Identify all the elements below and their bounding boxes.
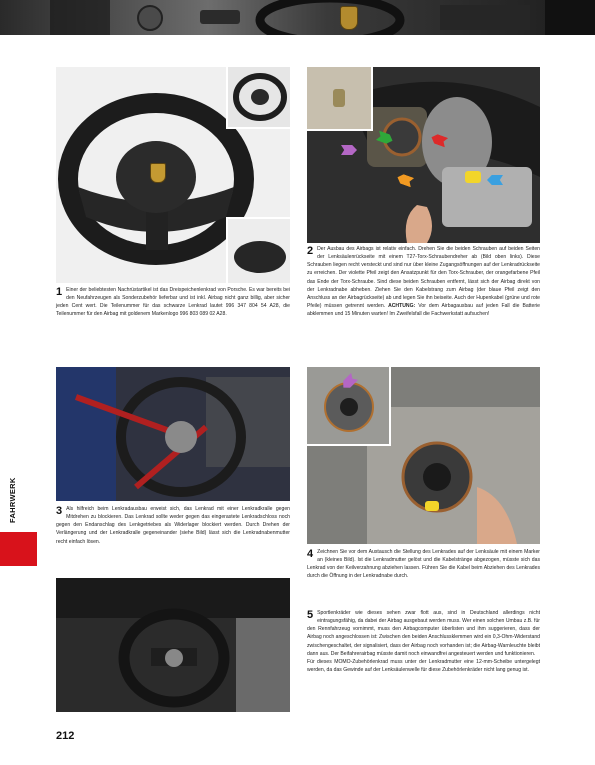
caption-number: 4 (307, 548, 314, 560)
inset-airbag (226, 217, 290, 283)
photo-wheel-removal (307, 367, 540, 544)
caption-2 (307, 245, 540, 318)
caption-text-2: Für dieses MOMO-Zubehörlenkrad muss unter der Lenkradmutter eine 12-mm-Scheibe untergelegt werden, da das Gewinde auf der Lenksäulenwelle für diese Zubehörlenkräder nicht lang genug ist. (307, 658, 540, 674)
caption-text: Einer der beliebtesten Nachrüstartikel ist das Dreispeichenlenkrad von Porsche. Es war bereits bei den Neufahrzeugen als Sonderzubehör lieferbar und ist inkl. Airbag nicht ganz billig, aber sicher jeden Cent wert. Die Teilenummer für das schwarze Lenkrad lautet 996 347 804 54 A28, die Teilenummer für den Airbag mit goldenem Markenlogo 996 803 089 02 A28. (56, 287, 290, 318)
yellow-connector (425, 501, 439, 511)
section-color-tab (0, 532, 37, 566)
photo-steering-wheel (56, 67, 290, 283)
inset-torx-screw (307, 67, 373, 131)
section-label: FAHRWERK (8, 477, 17, 523)
caption-number: 3 (56, 505, 63, 517)
top-banner-photo (0, 0, 595, 35)
yellow-connector (465, 171, 481, 183)
caption-5 (307, 609, 540, 674)
caption-text: Als hilfreich beim Lenkradausbau erweist sich, das Lenkrad mit einer Lenkradkralle gegen Mitdrehen zu blockieren. Das Lenkrad sollte weder gegen das eingerastete Lenkradschloss noch gegen den Endanschlag des Lenkgetriebes als Widerlager blockiert werden. Durch Drehen der Verlängerung und der Lenkradkralle gegeneinander (siehe Bild) lässt sich die Lenkradnabenmutter recht einfach lösen. (56, 506, 290, 545)
caption-number: 1 (56, 286, 63, 298)
caption-3 (56, 505, 290, 546)
caption-text: Zeichnen Sie vor dem Austausch die Stellung des Lenkrades auf der Lenksäule mit einem Marker an (kleines Bild). Ist die Lenkradmutter gelöst und die Kabelstränge abgezogen, müsste sich das Lenkrad von der Keilverzahnung abziehen lassen. Führen Sie die Kabel beim Abziehen des Lenkrades durch die Öffnung in der Lenkradnabe durch. (307, 549, 540, 580)
page-number: 212 (56, 730, 75, 742)
photo-sport-wheel (56, 578, 290, 712)
caption-4 (307, 548, 540, 581)
photo-wheel-lock (56, 367, 290, 501)
porsche-crest-icon (150, 163, 166, 183)
photo-airbag-removal (307, 67, 540, 243)
caption-text: Der Ausbau des Airbags ist relativ einfach. Drehen Sie die beiden Schrauben auf beiden Seiten der Lenksäulenrückseite mit einem T27-Torx-Schraubendreher ab (Bild oben links). Diese Schrauben liegen recht versteckt und sind nur über kleine Zugangsöffnungen auf der Lenkradrückseite zu erreichen. Der violette Pfeil zeigt den Ansatzpunkt für den Torx-Schrauber, der orangefarbene Pfeil das Ende der Torx-Schraube. Sind diese beiden Schrauben entfernt, lässt sich der Airbag direkt von der Lenkradnabe abheben. Ziehen Sie den Kabelstrang zum Airbag (der blaue Pfeil zeigt den Anschluss an der Airbagrückseite) ab und legen Sie ihn beiseite. Auch der Hupenkabel (grüne und rote Pfeile) müssen getrennt werden. (307, 246, 540, 310)
caption-1 (56, 286, 290, 319)
caption-number: 5 (307, 609, 314, 621)
warning-label: ACHTUNG: (388, 303, 416, 310)
inset-small-wheel (226, 67, 290, 129)
porsche-crest-icon (340, 6, 358, 30)
caption-text: Sportlenkräder wie dieses sehen zwar flott aus, sind in Deutschland allerdings nicht eintragungsfähig, da dabei der Airbag ausgebaut werden muss. Wer einen solchen Umbau z.B. für den Rennfahrzeug vornimmt, muss den Airbagcomputer überlisten und ihm suggerieren, dass der Airbag noch angeschlossen ist: Zwischen den beiden Anschlussklemmen wird ein 0,3-Ohm-Widerstand zwischengeschaltet, der signalisiert, dass der Airbag noch vorhanden ist; die Airbag-Warnleuchte bleibt dann aus. Der Beifahrerairbag müsste damit noch einwandfrei angesteuert werden und funktionieren. (307, 610, 540, 657)
caption-number: 2 (307, 245, 314, 257)
warning-text: Vor dem Airbagausbau auf jeden Fall die Batterie abklemmen und 15 Minuten warten! Im Zweifelsfall die Fachwerkstatt aufsuchen! (307, 303, 541, 318)
